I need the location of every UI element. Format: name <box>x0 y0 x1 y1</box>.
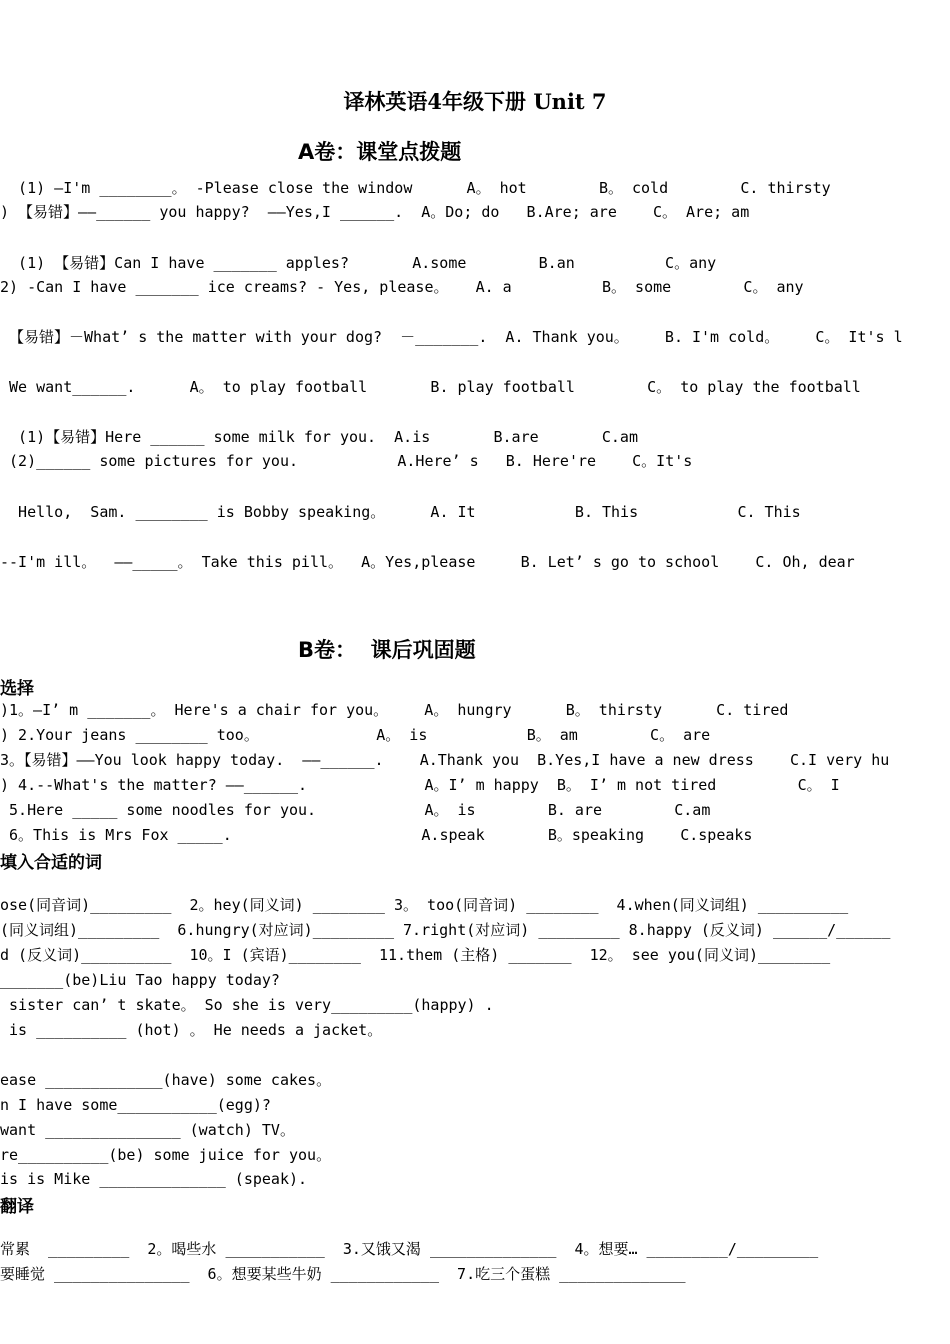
b-translate-line: 常累 _________ 2。喝些水 ___________ 3.又饿又渴 ______________ 4。想要… _________/_________ <box>0 1240 819 1258</box>
a-question-line: (2)______ some pictures for you. A.Here’ s B. Here're C。It's <box>0 452 693 470</box>
a-question-line: (1) 【易错】Can I have _______ apples? A.some B.an C。any <box>0 254 717 272</box>
b-word-line: ease _____________(have) some cakes。 <box>0 1071 332 1089</box>
a-question-line: (1) —I'm ________。 -Please close the window A。 hot B。 cold C. thirsty <box>0 179 831 197</box>
a-question-line: We want______. A。 to play football B. play football C。 to play the football <box>0 378 861 396</box>
a-question-line: 【易错】－What’ s the matter with your dog? －_______. A. Thank you。 B. I'm cold。 C。 It's l <box>0 328 903 346</box>
b-choice-line: 3。【易错】——You look happy today. ——______. A.Thank you B.Yes,I have a new dress C.I very hu <box>0 751 890 769</box>
b-word-line: _______(be)Liu Tao happy today? <box>0 971 280 989</box>
b-word-line: re__________(be) some juice for you。 <box>0 1146 332 1164</box>
document-title: 译林英语4年级下册 Unit 7 <box>343 89 607 114</box>
a-question-line: Hello, Sam. ________ is Bobby speaking。 A. It B. This C. This <box>0 503 801 521</box>
a-question-line: 2) -Can I have _______ ice creams? - Yes, please。 A. a B。 some C。 any <box>0 278 804 296</box>
section-b-heading: B卷： 课后巩固题 <box>298 638 476 662</box>
b-subheading-choice: 选择 <box>0 679 34 699</box>
b-word-line: sister can’ t skate。 So she is very_________(happy) . <box>0 996 494 1014</box>
b-word-line: (同义词组)_________ 6.hungry(对应词)_________ 7.right(对应词) _________ 8.happy (反义词) ______/______ <box>0 921 891 939</box>
b-choice-line: 5.Here _____ some noodles for you. A。 is B. are C.am <box>0 801 711 819</box>
b-choice-line: ) 4.--What's the matter? ——______. A。I’ m happy B。 I’ m not tired C。 I <box>0 776 840 794</box>
b-word-line: is is Mike ______________ (speak). <box>0 1170 308 1188</box>
section-a-heading: A卷：课堂点拨题 <box>298 140 462 164</box>
b-choice-line: )1。—I’ m _______。 Here's a chair for you。 A。 hungry B。 thirsty C. tired <box>0 701 789 719</box>
b-word-line: is __________ (hot) 。 He needs a jacket。 <box>0 1021 383 1039</box>
a-question-line: --I'm ill。 ——_____。 Take this pill。 A。Yes,please B. Let’ s go to school C. Oh, dear <box>0 553 855 571</box>
b-word-line: n I have some___________(egg)? <box>0 1096 271 1114</box>
b-subheading-fill: 填入合适的词 <box>0 853 102 873</box>
b-subheading-translate: 翻译 <box>0 1197 34 1217</box>
b-choice-line: 6。This is Mrs Fox _____. A.speak B。speaking C.speaks <box>0 826 753 844</box>
a-question-line: ) 【易错】——______ you happy? ——Yes,I ______. A。Do; do B.Are; are C。 Are; am <box>0 203 750 221</box>
b-word-line: d (反义词)__________ 10。I (宾语)________ 11.them (主格) _______ 12。 see you(同义词)________ <box>0 946 831 964</box>
b-translate-line: 要睡觉 _______________ 6。想要某些牛奶 ____________ 7.吃三个蛋糕 ______________ <box>0 1265 686 1283</box>
b-word-line: ose(同音词)_________ 2。hey(同义词) ________ 3。 too(同音词) ________ 4.when(同义词组) __________ <box>0 896 849 914</box>
a-question-line: (1)【易错】Here ______ some milk for you. A.is B.are C.am <box>0 428 638 446</box>
b-word-line: want _______________ (watch) TV。 <box>0 1121 295 1139</box>
b-choice-line: ) 2.Your jeans ________ too。 A。 is B。 am C。 are <box>0 726 711 744</box>
